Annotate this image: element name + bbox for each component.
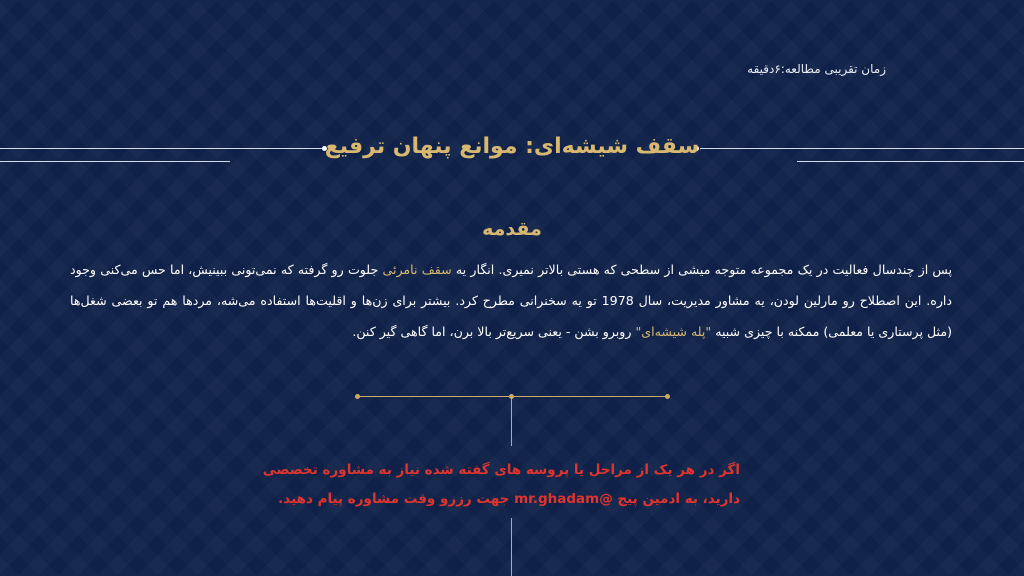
- divider-right-short: [797, 161, 1024, 162]
- divider-left-short: [0, 161, 230, 162]
- connector-dot-center: [509, 394, 514, 399]
- connector-top-line: [511, 396, 512, 446]
- consultation-callout: [220, 456, 740, 514]
- intro-highlight-2: "پله شیشه‌ای": [635, 324, 712, 339]
- callout-line-1: اگر در هر یک از مراحل یا پروسه های گفته شده نیاز به مشاوره تخصصی: [262, 462, 740, 478]
- intro-paragraph: [70, 254, 952, 347]
- section-heading: مقدمه: [482, 218, 542, 240]
- connector-dot-left: [355, 394, 360, 399]
- page-title: سقف شیشه‌ای: موانع پنهان ترفیع: [324, 134, 700, 159]
- title-row: [0, 130, 1024, 170]
- reading-time: زمان تقریبی مطالعه:۶دقیقه: [747, 62, 886, 76]
- callout-line-2: دارید، به ادمین پیج @mr.ghadam جهت رزرو وقت مشاوره پیام دهید.: [278, 491, 740, 507]
- intro-text-3: روبرو بشن - یعنی سریع‌تر بالا برن، اما گاهی گیر کنن.: [352, 324, 636, 339]
- connector-bottom-line: [511, 518, 512, 576]
- intro-text-2: جلوت رو گرفته که نمی‌تونی ببینیش، اما حس می‌کنی وجود داره. این اصطلاح رو مارلین لودن، یه مشاور مدیریت، سال 1978 تو یه سخنرانی مطرح کرد. بیشتر برای زن‌ها و اقلیت‌ها استفاده می‌شه، مردها هم تو بعضی شغل‌ها (مثل پرستاری یا معلمی) ممکنه با چیزی شبیه: [70, 262, 953, 339]
- intro-text-1: پس از چندسال فعالیت در یک مجموعه متوجه میشی از سطحی که هستی بالاتر نمیری. انگار یه: [451, 262, 952, 277]
- connector-dot-right: [665, 394, 670, 399]
- intro-highlight-1: سقف نامرئی: [382, 262, 452, 277]
